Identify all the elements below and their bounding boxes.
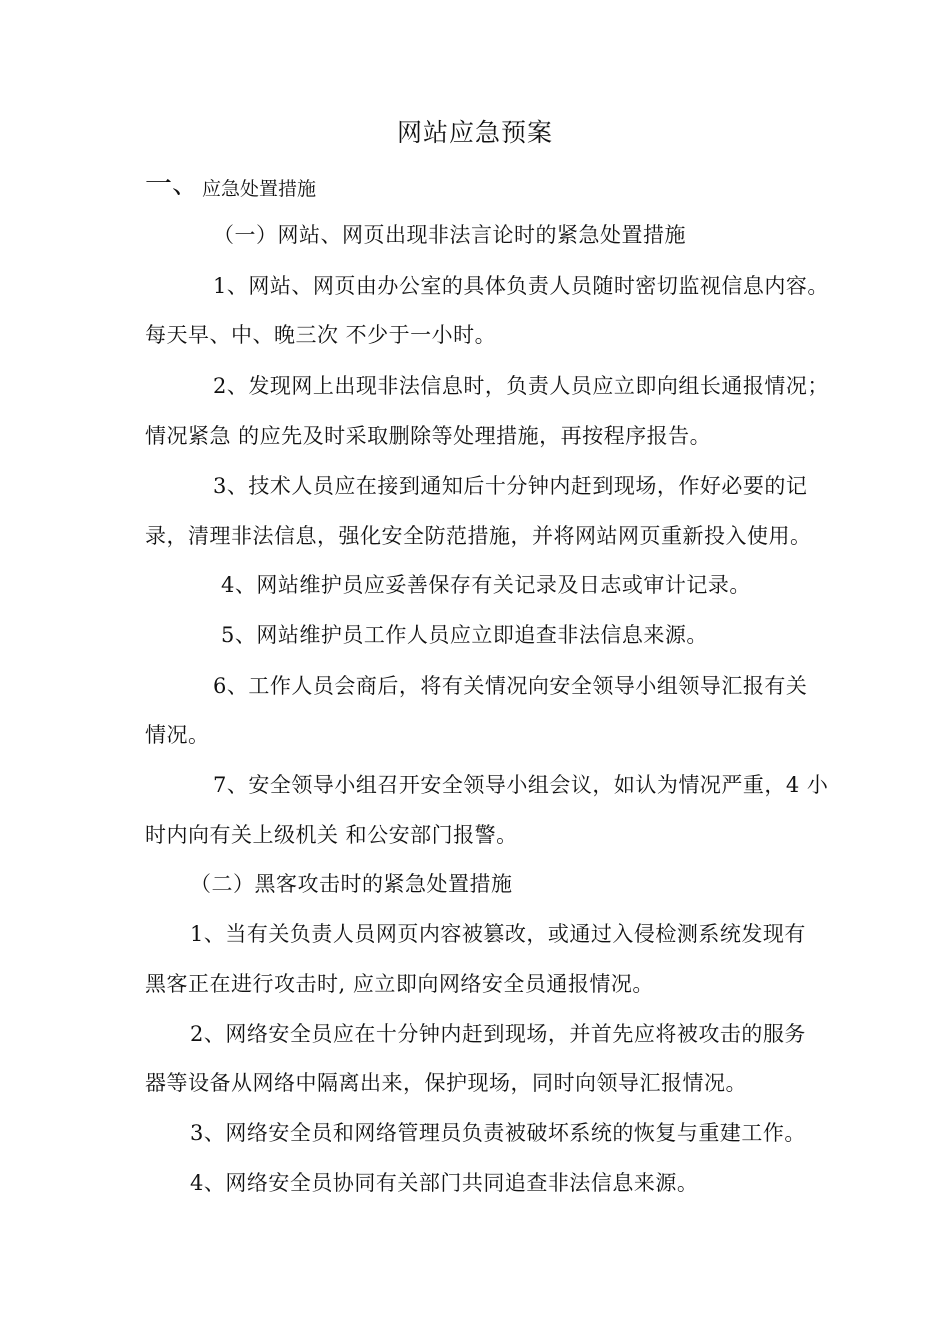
section-number: 一、 (145, 169, 199, 200)
paragraph-line: 2、发现网上出现非法信息时，负责人员应立即向组长通报情况； (213, 374, 829, 398)
paragraph-line: 3、网络安全员和网络管理员负责被破坏系统的恢复与重建工作。 (190, 1121, 806, 1145)
paragraph-line: 1、网站、网页由办公室的具体负责人员随时密切监视信息内容。 (213, 274, 829, 298)
paragraph-line: 时内向有关上级机关 和公安部门报警。 (145, 823, 518, 847)
section-title: 应急处置措施 (202, 178, 317, 200)
paragraph-line: 情况紧急 的应先及时采取删除等处理措施，再按程序报告。 (145, 424, 712, 448)
subsection-heading: （一）网站、网页出现非法言论时的紧急处置措施 (213, 223, 686, 247)
document-title: 网站应急预案 (396, 118, 553, 147)
subsection-heading: （二）黑客攻击时的紧急处置措施 (190, 872, 513, 896)
paragraph-line: 7、安全领导小组召开安全领导小组会议，如认为情况严重，4 小 (213, 773, 829, 797)
paragraph-line: 5、网站维护员工作人员应立即追查非法信息来源。 (221, 623, 708, 647)
paragraph-line: 4、网站维护员应妥善保存有关记录及日志或审计记录。 (221, 573, 751, 597)
paragraph-line: 2、网络安全员应在十分钟内赶到现场，并首先应将被攻击的服务 (190, 1022, 806, 1046)
paragraph-line: 1、当有关负责人员网页内容被篡改，或通过入侵检测系统发现有 (190, 922, 806, 946)
paragraph-line: 录，清理非法信息，强化安全防范措施，并将网站网页重新投入使用。 (145, 524, 812, 548)
paragraph-line: 3、技术人员应在接到通知后十分钟内赶到现场，作好必要的记 (213, 474, 808, 498)
paragraph-line: 器等设备从网络中隔离出来，保护现场，同时向领导汇报情况。 (145, 1071, 747, 1095)
paragraph-line: 4、网络安全员协同有关部门共同追查非法信息来源。 (190, 1171, 699, 1195)
paragraph-line: 黑客正在进行攻击时, 应立即向网络安全员通报情况。 (145, 972, 654, 996)
paragraph-line: 每天早、中、晚三次 不少于一小时。 (145, 323, 497, 347)
paragraph-line: 情况。 (145, 723, 210, 747)
paragraph-line: 6、工作人员会商后，将有关情况向安全领导小组领导汇报有关 (213, 674, 808, 698)
